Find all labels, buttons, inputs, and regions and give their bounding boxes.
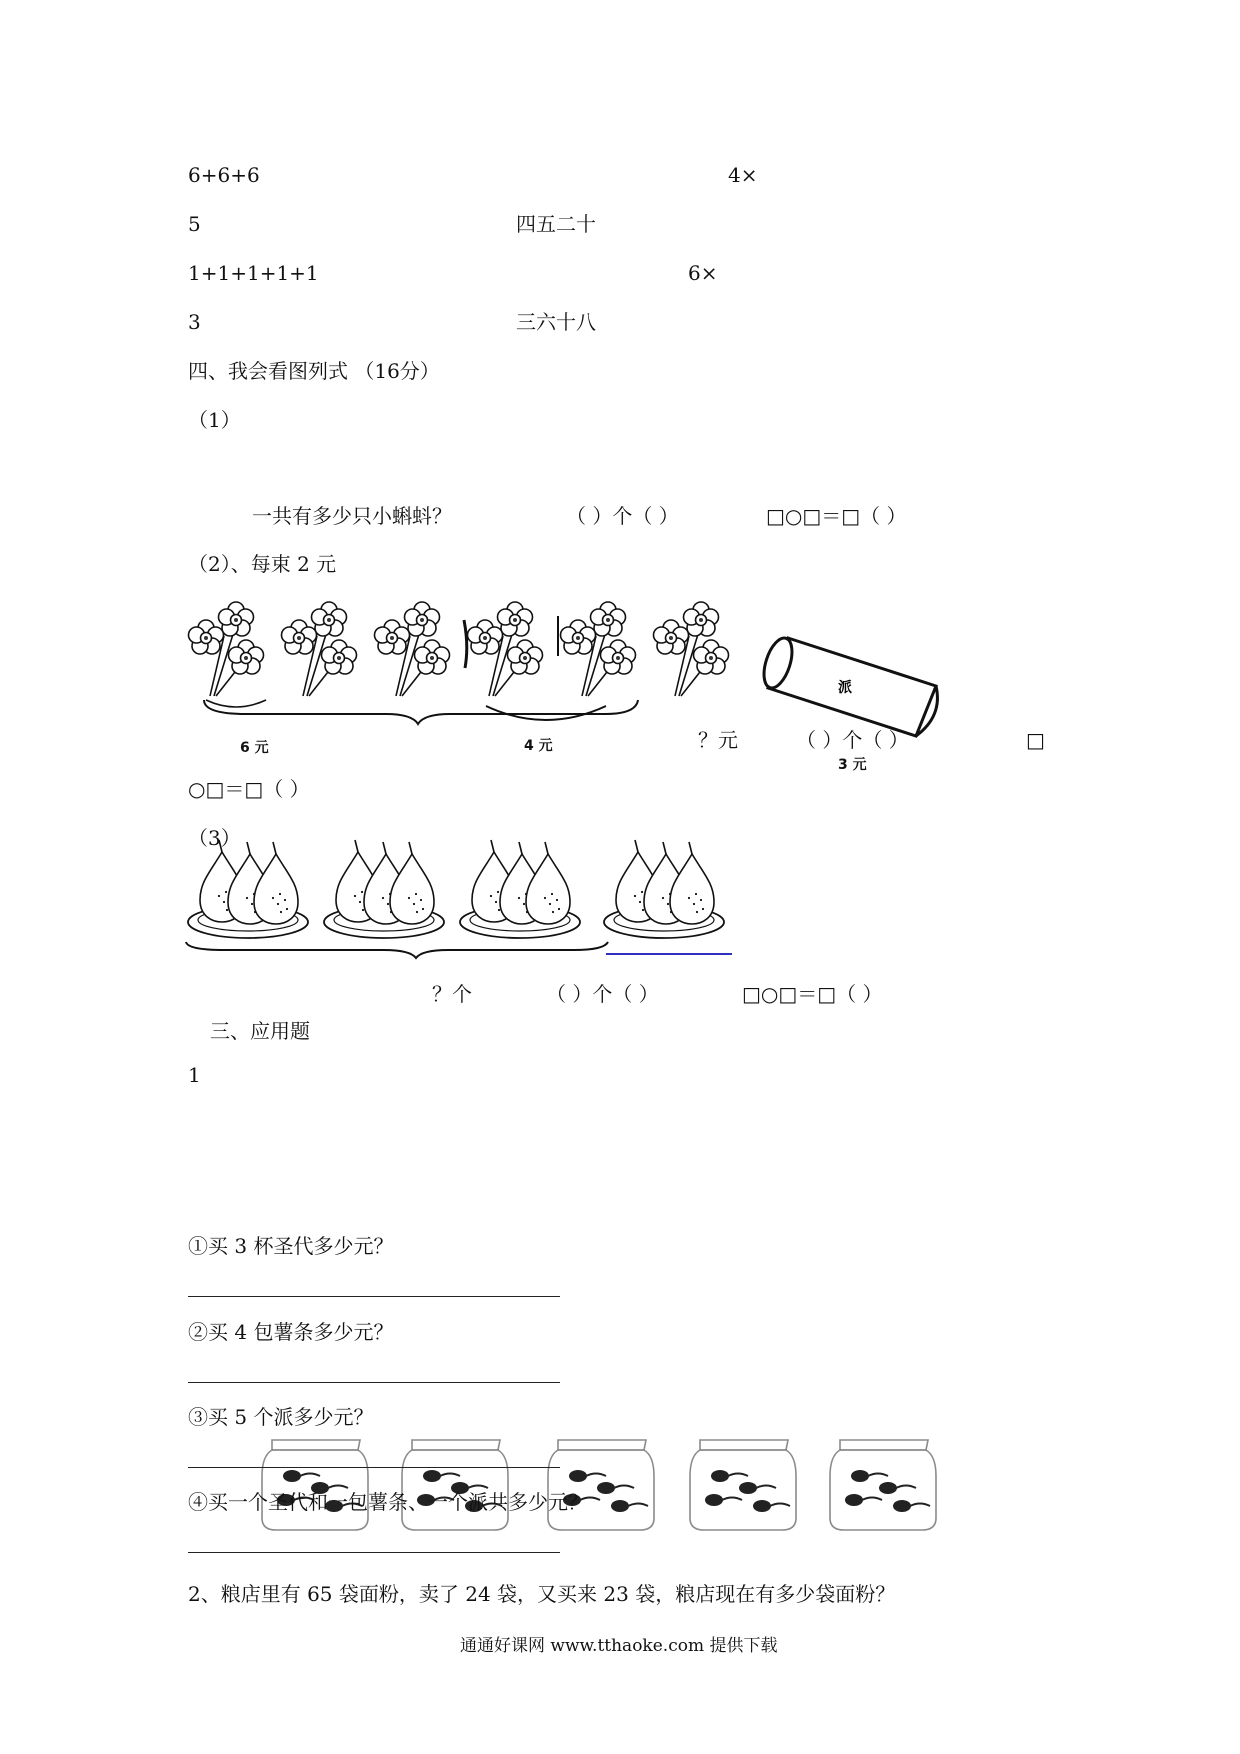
- q3-blank: （ ）个（ ）: [546, 982, 659, 1006]
- match-left-4: 3: [188, 310, 201, 334]
- q1-equation: □○□＝□（ ）: [766, 504, 907, 528]
- subq-2: ②买 4 包薯条多少元？: [188, 1320, 394, 1344]
- q3-equation: □○□＝□（ ）: [742, 982, 883, 1006]
- match-left-2: 5: [188, 212, 201, 236]
- section3-heading: 三、应用题: [210, 1019, 310, 1043]
- tadpole-jars-illustration: [262, 1436, 942, 1536]
- q2-question: ？元: [698, 728, 738, 752]
- q2-blank: （ ）个（ ）: [796, 728, 909, 752]
- section4-heading: 四、我会看图列式 （16分）: [188, 359, 440, 383]
- flower-bunches-illustration: [186, 596, 746, 746]
- app-q2: 2、粮店里有 65 袋面粉，卖了 24 袋，又买来 23 袋，粮店现在有多少袋面粉？: [188, 1582, 896, 1606]
- q1-question: 一共有多少只小蝌蚪？: [252, 504, 452, 528]
- match-right-2: 四五二十: [516, 212, 596, 236]
- q1-number: （1）: [188, 408, 241, 432]
- match-left-1: 6+6+6: [188, 163, 260, 187]
- answer-line-3: [188, 1467, 560, 1468]
- q3-number: （3）: [188, 826, 241, 850]
- answer-line-2: [188, 1382, 560, 1383]
- subq-1: ①买 3 杯圣代多少元？: [188, 1234, 394, 1258]
- match-right-3: 6×: [688, 261, 718, 285]
- app-q1-number: 1: [188, 1063, 201, 1087]
- answer-line-4: [188, 1552, 560, 1553]
- q2-equation: ○□＝□（ ）: [188, 777, 310, 801]
- q3-question: ？个: [432, 982, 472, 1006]
- q2-box: □: [1026, 728, 1045, 752]
- q2-number: （2）、每束 2 元: [188, 552, 337, 576]
- label-6-yuan: 6 元: [240, 740, 269, 756]
- answer-line-1: [188, 1296, 560, 1297]
- match-left-3: 1+1+1+1+1: [188, 261, 319, 285]
- match-right-1: 4×: [728, 163, 758, 187]
- pear-plates-illustration: [184, 858, 744, 958]
- label-4-yuan: 4 元: [524, 738, 553, 754]
- subq-4: ④买一个圣代和一包薯条、一个派共多少元？: [188, 1490, 588, 1514]
- pie-text: 派: [838, 680, 852, 696]
- label-pie-price: 3 元: [838, 757, 867, 773]
- pie-illustration: [758, 630, 948, 740]
- match-right-4: 三六十八: [516, 310, 596, 334]
- q1-blank: （ ）个（ ）: [566, 504, 679, 528]
- page-footer: 通通好课网 www.tthaoke.com 提供下载: [460, 1636, 778, 1656]
- subq-3: ③买 5 个派多少元？: [188, 1405, 374, 1429]
